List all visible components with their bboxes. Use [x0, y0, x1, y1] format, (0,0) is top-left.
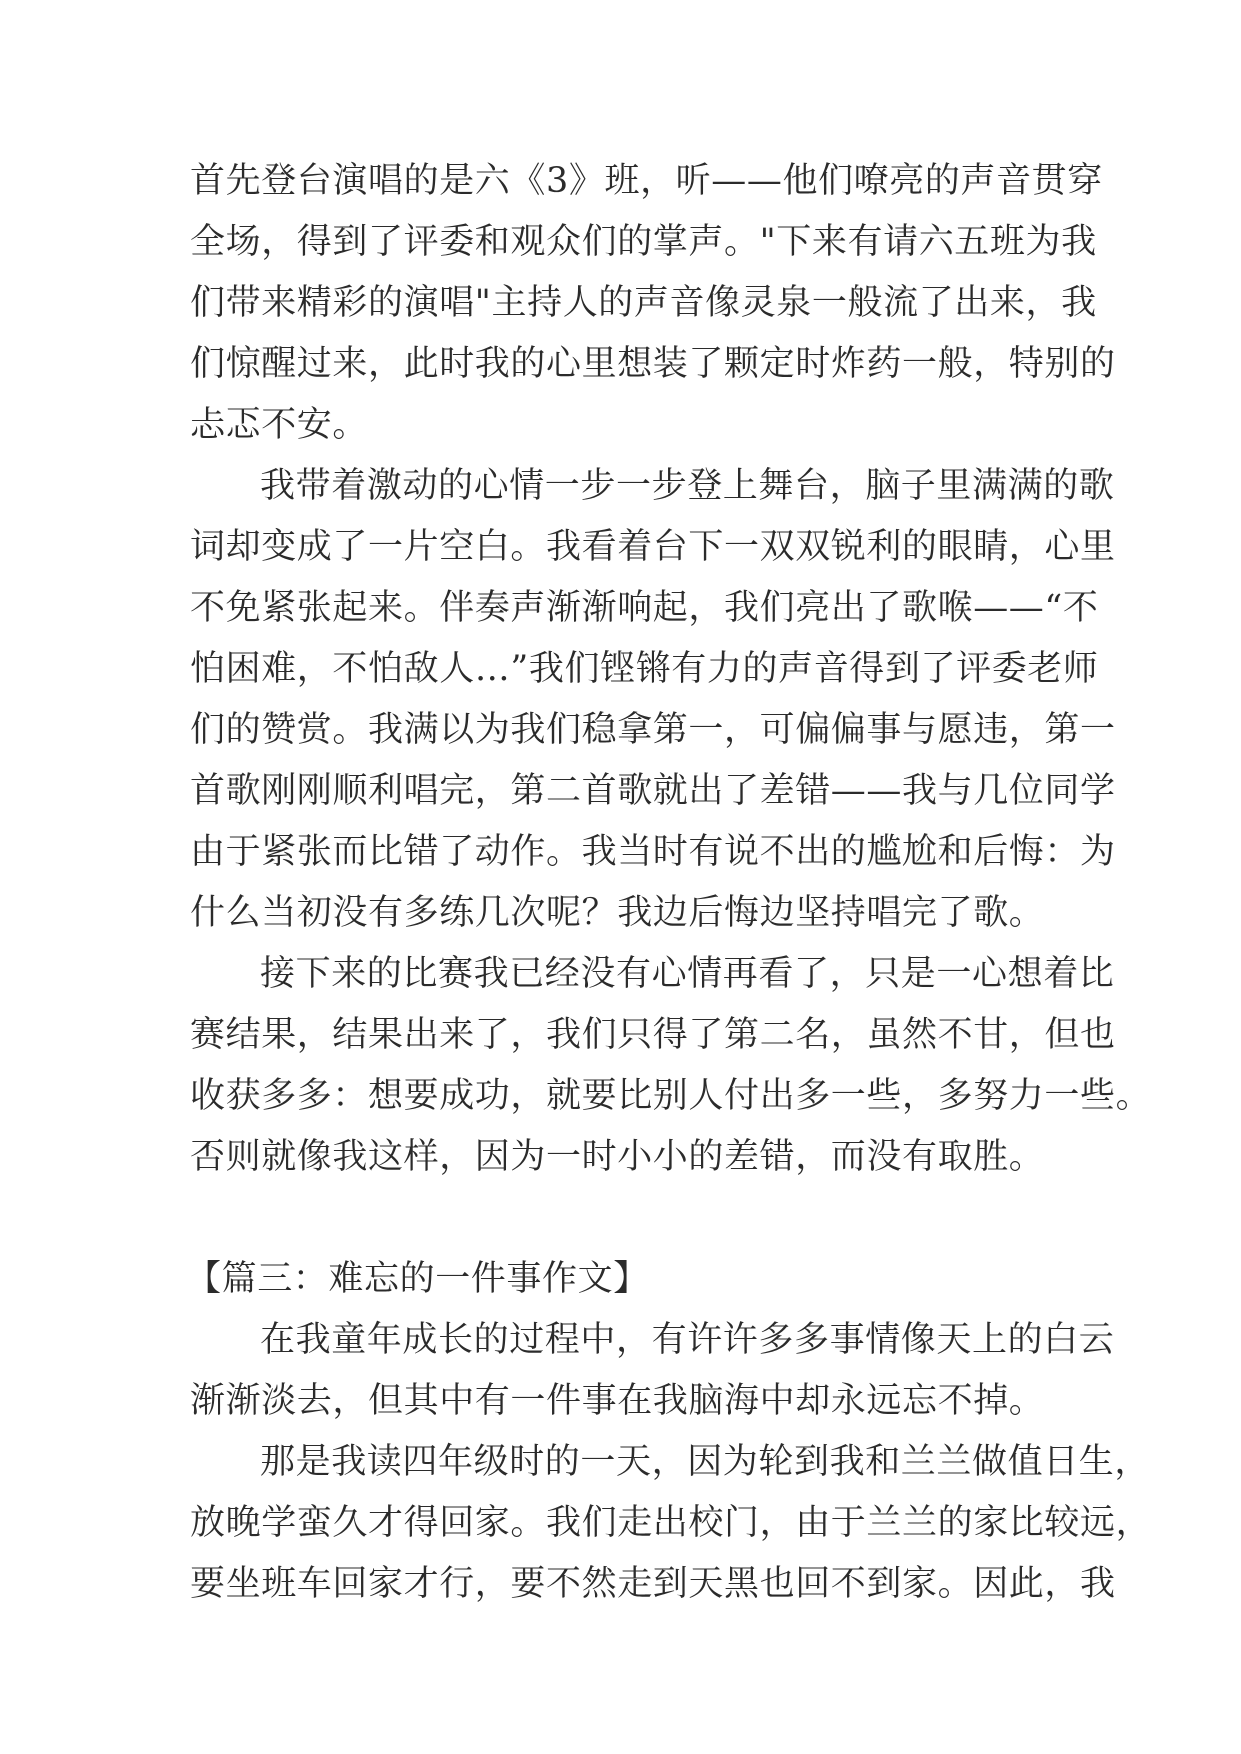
text-line: 放晚学蛮久才得回家。我们走出校门，由于兰兰的家比较远，: [190, 1503, 1152, 1543]
paragraph-result: [190, 944, 1152, 1188]
text-line: 要坐班车回家才行，要不然走到天黑也回不到家。因此，我: [190, 1564, 1116, 1604]
text-line: 们的赞赏。我满以为我们稳拿第一，可偏偏事与愿违，第一: [190, 710, 1116, 750]
text-line: 们惊醒过来，此时我的心里想装了颗定时炸药一般，特别的: [190, 344, 1116, 384]
paragraph-childhood: [190, 1310, 1115, 1432]
text-line: 词却变成了一片空白。我看着台下一双双锐利的眼睛，心里: [190, 527, 1116, 567]
paragraph-singing-start: [190, 151, 1116, 456]
text-line: 赛结果，结果出来了，我们只得了第二名，虽然不甘，但也: [190, 1015, 1116, 1055]
document-body: [186, 151, 1152, 1615]
text-line: 收获多多：想要成功，就要比别人付出多一些，多努力一些。: [190, 1076, 1152, 1116]
text-line: 接下来的比赛我已经没有心情再看了，只是一心想着比: [260, 954, 1115, 994]
text-line: 怕困难，不怕敌人…”我们铿锵有力的声音得到了评委老师: [190, 649, 1099, 689]
text-line: 首先登台演唱的是六《3》班，听——他们嘹亮的声音贯穿: [190, 161, 1103, 201]
section-heading: 【篇三：难忘的一件事作文】: [186, 1259, 649, 1299]
text-line: 渐渐淡去，但其中有一件事在我脑海中却永远忘不掉。: [190, 1381, 1045, 1421]
text-line: 否则就像我这样，因为一时小小的差错，而没有取胜。: [190, 1137, 1045, 1177]
text-line: 们带来精彩的演唱"主持人的声音像灵泉一般流了出来，我: [190, 283, 1097, 323]
text-line: 忐忑不安。: [190, 405, 369, 445]
paragraph-fourth-grade: [190, 1432, 1152, 1615]
text-line: 在我童年成长的过程中，有许许多多事情像天上的白云: [260, 1320, 1115, 1360]
text-line: 什么当初没有多练几次呢？我边后悔边坚持唱完了歌。: [190, 893, 1045, 933]
text-line: 全场，得到了评委和观众们的掌声。"下来有请六五班为我: [190, 222, 1097, 262]
text-line: 那是我读四年级时的一天，因为轮到我和兰兰做值日生，: [260, 1442, 1151, 1482]
text-line: 首歌刚刚顺利唱完，第二首歌就出了差错——我与几位同学: [190, 771, 1116, 811]
text-line: 我带着激动的心情一步一步登上舞台，脑子里满满的歌: [260, 466, 1115, 506]
paragraph-on-stage: [190, 456, 1116, 944]
text-line: 不免紧张起来。伴奏声渐渐响起，我们亮出了歌喉——“不: [190, 588, 1099, 628]
section-spacer: [190, 1188, 1060, 1249]
text-line: 由于紧张而比错了动作。我当时有说不出的尴尬和后悔：为: [190, 832, 1116, 872]
